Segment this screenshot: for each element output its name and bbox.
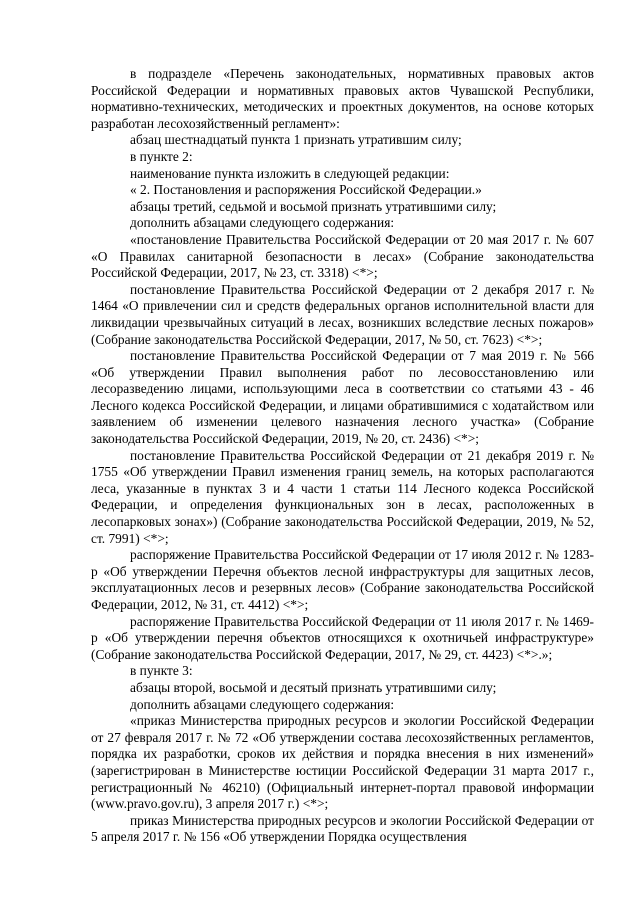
paragraph-decree-1755: постановление Правительства Российской Федерации от 21 декабря 2019 г. № 1755 «Об утверждении Правил изменения границ земель, на которых располагаются леса, указанные в пунктах 3 и 4 части 1 статьи 114 Лесного кодекса Российской Федерации, и определения функциональных зон в лесах, расположенных в лесопарковых зонах») (Собрание законодательства Российской Федерации, 2019, № 52, ст. 7991) <*>; <box>91 447 594 546</box>
paragraph-ministry-order-156: приказ Министерства природных ресурсов и экологии Российской Федерации от 5 апреля 2017 г. № 156 «Об утверждении Порядка осуществления <box>91 812 594 845</box>
paragraph-in-item-2: в пункте 2: <box>130 148 193 164</box>
paragraph-section-heading-change: в подразделе «Перечень законодательных, нормативных правовых актов Российской Федерации и нормативных правовых актов Чувашской Республики, нормативно-технических, методических и проектных документов, на основе которых разработан лесохозяйственный регламент»: <box>91 66 594 131</box>
paragraph-decree-607: «постановление Правительства Российской Федерации от 20 мая 2017 г. № 607 «О Правилах санитарной безопасности в лесах» (Собрание законодательства Российской Федерации, 2017, № 23, ст. 3318) <*>; <box>91 231 594 281</box>
paragraph-decree-1464: постановление Правительства Российской Федерации от 2 декабря 2017 г. № 1464 «О привлечении сил и средств федеральных органов исполнительной власти для ликвидации чрезвычайных ситуаций в лесах, возникших вследствие лесных пожаров» (Собрание законодательства Российской Федерации, 2017, № 50, ст. 7623) <*>; <box>91 281 594 347</box>
paragraph-repeal-3-7-8: абзацы третий, седьмой и восьмой признать утратившими силу; <box>130 198 497 214</box>
paragraph-add-content: дополнить абзацами следующего содержания: <box>130 215 395 231</box>
document-body <box>91 66 594 846</box>
paragraph-order-1469: распоряжение Правительства Российской Федерации от 11 июля 2017 г. № 1469-р «Об утверждении перечня объектов относящихся к охотничьей инфраструктуре» (Собрание законодательства Российской Федерации, 2017, № 29, ст. 4423) <*>.»; <box>91 613 594 662</box>
paragraph-item-1-repeal: абзац шестнадцатый пункта 1 признать утратившим силу; <box>130 132 462 148</box>
paragraph-ministry-order-72: «приказ Министерства природных ресурсов и экологии Российской Федерации от 27 февраля 2017 г. № 72 «Об утверждении состава лесохозяйственных регламентов, порядка их разработки, сроков их действия и порядка внесения в них изменений» (зарегистрирован в Министерстве юстиции Российской Федерации 31 марта 2017 г., регистрационный № 46210) (Официальный интернет-портал правовой информации (www.pravo.gov.ru), 3 апреля 2017 г.) <*>; <box>91 713 594 812</box>
paragraph-add-content-2: дополнить абзацами следующего содержания: <box>130 696 395 712</box>
paragraph-order-1283: распоряжение Правительства Российской Федерации от 17 июля 2012 г. № 1283-р «Об утверждении Перечня объектов лесной инфраструктуры для защитных лесов, эксплуатационных лесов и резервных лесов» (Собрание законодательства Российской Федерации, 2012, № 31, ст. 4412) <*>; <box>91 547 594 612</box>
paragraph-new-title: « 2. Постановления и распоряжения Российской Федерации.» <box>130 182 482 198</box>
paragraph-decree-566: постановление Правительства Российской Федерации от 7 мая 2019 г. № 566 «Об утверждении Правил выполнения работ по лесовосстановлению или лесоразведению лицами, использующими леса в соответствии со статьями 43 - 46 Лесного кодекса Российской Федерации, и лицами обратившимися с ходатайством или заявлением об изменении целевого назначения лесного участка» (Собрание законодательства Российской Федерации, 2019, № 20, ст. 2436) <*>; <box>91 348 594 447</box>
paragraph-repeal-2-8-10: абзацы второй, восьмой и десятый признать утратившими силу; <box>130 679 497 695</box>
paragraph-in-item-3: в пункте 3: <box>130 663 193 679</box>
paragraph-item-title-change: наименование пункта изложить в следующей редакции: <box>130 165 450 181</box>
